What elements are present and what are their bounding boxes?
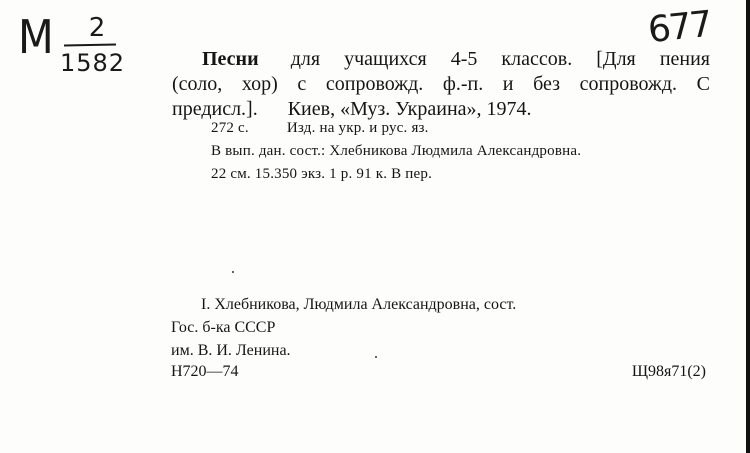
description-block — [211, 117, 581, 186]
physical-line: 22 см. 15.350 экз. 1 р. 91 к. В пер. — [211, 166, 433, 182]
scan-speck — [232, 271, 234, 273]
title-line-1 — [172, 47, 710, 72]
title-block — [172, 47, 710, 122]
card-edge — [746, 0, 750, 453]
library-line-2: им. В. И. Ленина. — [171, 342, 291, 359]
handwritten-letter: М — [17, 10, 54, 64]
handwritten-numerator: 2 — [88, 13, 106, 43]
handwritten-corner-mark: 677 — [645, 3, 713, 52]
tracing-block — [171, 293, 516, 362]
title-line-1-text: для учащихся 4-5 классов. [Для пения — [290, 48, 711, 70]
title-bold: Песни — [202, 48, 259, 70]
compiler-line: В вып. дан. сост.: Хлебникова Людмила Александровна. — [211, 143, 582, 159]
description-line-1 — [211, 117, 581, 140]
handwritten-fraction-line — [64, 44, 116, 47]
scan-speck — [375, 356, 377, 358]
title-line-2: (соло, хор) с сопровожд. ф.-п. и без сопровожд. С — [172, 73, 710, 95]
handwritten-denominator: 1582 — [60, 49, 126, 77]
title-line-3-b: Киев, «Муз. Украина», 1974. — [287, 98, 532, 120]
language: Изд. на укр. и рус. яз. — [286, 120, 429, 136]
call-number-right: Щ98я71(2) — [631, 363, 706, 380]
call-number-left: Н720—74 — [171, 363, 239, 380]
tracing-entry: I. Хлебникова, Людмила Александровна, сост. — [201, 296, 517, 313]
pages: 272 с. — [211, 120, 249, 136]
library-line-1: Гос. б-ка СССР — [171, 319, 276, 336]
title-line-3-a: предисл.]. — [172, 98, 258, 120]
